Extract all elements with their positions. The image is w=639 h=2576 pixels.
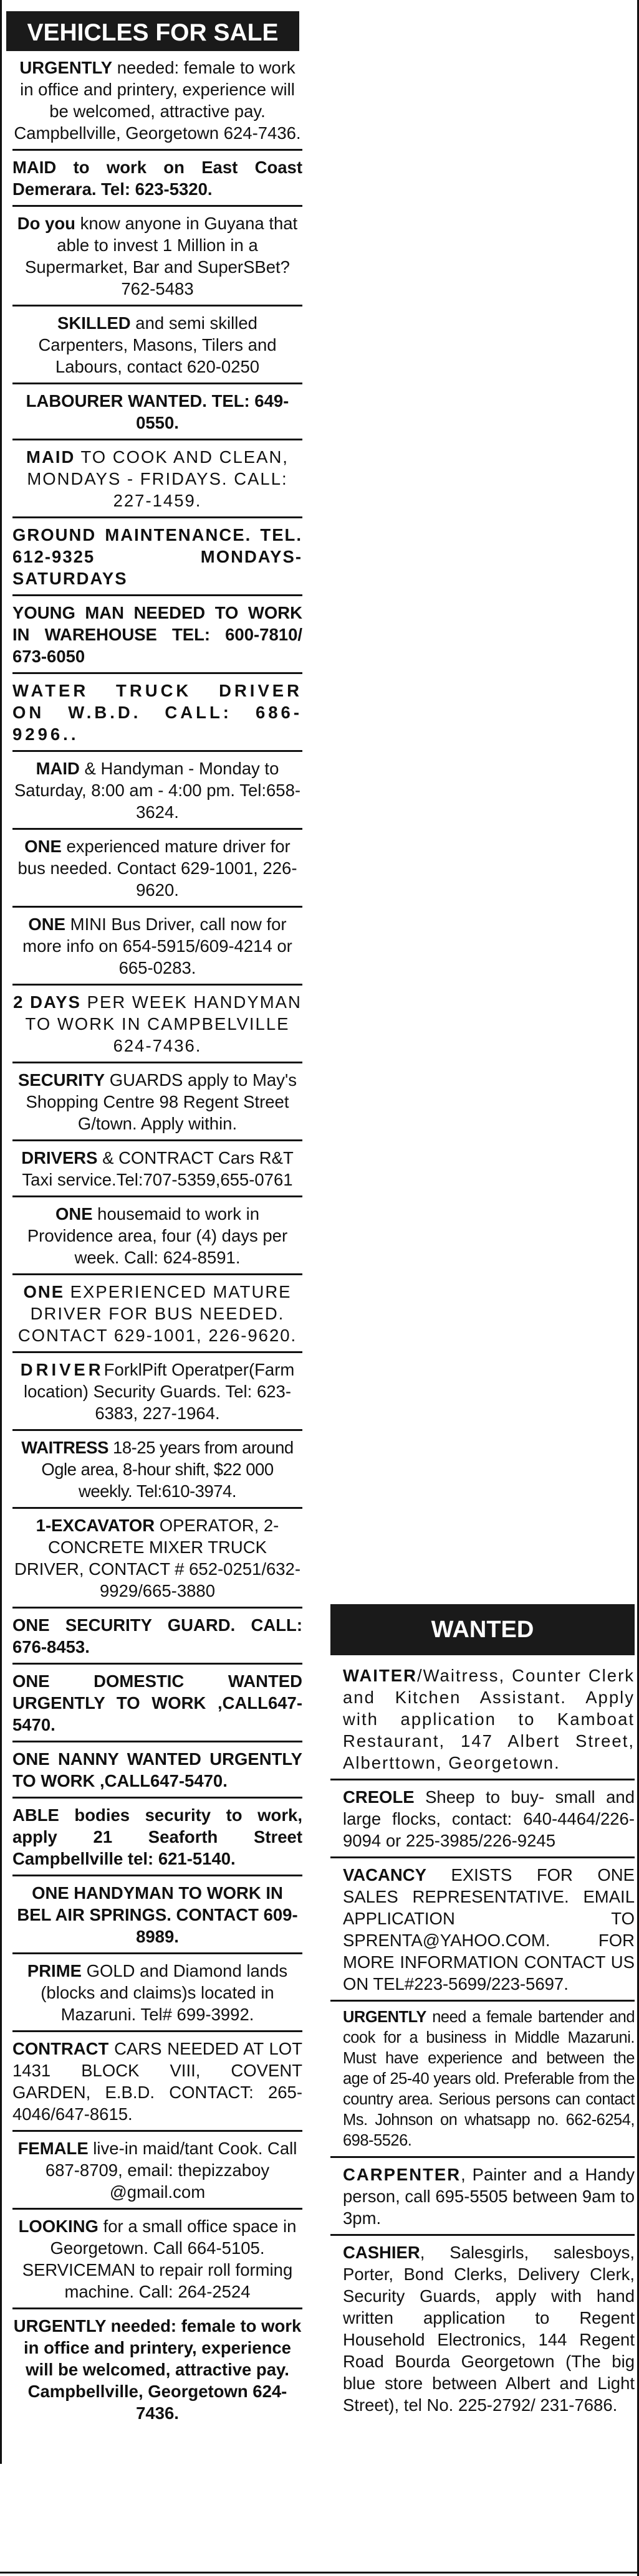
classified-ad (12, 518, 302, 596)
ad-body: MINI Bus Driver, call now for more info on 654-5915/609-4214 or 665-0283. (22, 915, 292, 977)
classified-ad (12, 1609, 302, 1665)
ad-body: Sheep to buy- small and large flocks, contact: 640-4464/226-9094 or 225-3985/226-9245 (343, 1787, 635, 1850)
ad-lead: ONE (24, 837, 62, 856)
ad-lead: MAID (26, 447, 75, 467)
ad-body: experienced mature driver for bus needed. Contact 629-1001, 226-9620. (17, 837, 297, 900)
ad-lead: LOOKING (18, 2217, 98, 2236)
classified-ad (12, 752, 302, 830)
ad-lead: LABOURER WANTED. TEL: 649-0550. (26, 391, 289, 432)
section-header-vehicles-for-sale: VEHICLES FOR SALE (6, 11, 299, 51)
ad-body: & CONTRACT Cars R&T Taxi service.Tel:707-5359,655-0761 (22, 1148, 294, 1189)
classified-ad (12, 1063, 302, 1141)
ad-lead: YOUNG MAN NEEDED TO WORK IN WAREHOUSE TEL: 600-7810/ 673-6050 (12, 603, 302, 666)
ad-lead: Do you (17, 214, 75, 233)
ad-lead: 2 DAYS (13, 992, 81, 1012)
ad-lead: URGENTLY (19, 58, 113, 77)
ad-body: and semi skilled Carpenters, Masons, Tilers and Labours, contact 620-0250 (38, 313, 277, 376)
ad-body: 18-25 years from around Ogle area, 8-hour shift, $22 000 weekly. Tel:610-3974. (41, 1438, 294, 1501)
ad-lead: FEMALE (17, 2139, 89, 2158)
ad-body: , Painter and a Handy person, call 695-5505 between 9am to 3pm. (343, 2165, 635, 2228)
ad-lead: MAID to work on East Coast Demerara. Tel: 623-5320. (12, 158, 302, 199)
classified-ad (12, 1353, 302, 1431)
classified-ad (12, 986, 302, 1063)
ad-lead: DRIVER (20, 1360, 104, 1379)
ad-body: housemaid to work in Providence area, four (4) days per week. Call: 624-8591. (27, 1204, 288, 1267)
ad-body: CARS NEEDED AT LOT 1431 BLOCK VIII, COVENT GARDEN, E.B.D. CONTACT: 265-4046/647-8615. (12, 2039, 302, 2124)
classified-ad (12, 307, 302, 384)
classified-ad (12, 1141, 302, 1197)
classified-ad (12, 830, 302, 908)
ad-lead: ONE NANNY WANTED URGENTLY TO WORK ,CALL647-5470. (12, 1749, 302, 1790)
classified-ad (330, 2158, 635, 2236)
ad-lead: CONTRACT (12, 2039, 109, 2058)
classified-ad (12, 1509, 302, 1609)
classified-ad (12, 674, 302, 752)
classified-ad (12, 2132, 302, 2210)
ad-lead: WAITER (343, 1666, 417, 1685)
classified-ad (12, 1665, 302, 1742)
ad-lead: VACANCY (343, 1865, 426, 1884)
ad-body: for a small office space in Georgetown. Call 664-5105. SERVICEMAN to repair roll forming machine. Call: 264-2524 (22, 2217, 297, 2301)
classified-ad (330, 2002, 635, 2158)
ad-lead: URGENTLY (343, 2008, 426, 2026)
ad-body: /Waitress, Counter Clerk and Kitchen Assistant. Apply with application to Kamboat Restaurant, 147 Albert Street, Alberttown, Georgetown. (343, 1666, 635, 1772)
ad-body: EXPERIENCED MATURE DRIVER FOR BUS NEEDED. CONTACT 629-1001, 226-9620. (17, 1282, 297, 1345)
page-bottom-rule (0, 2572, 639, 2574)
ad-body: TO COOK AND CLEAN, MONDAYS - FRIDAYS. CALL: 227-1459. (27, 447, 289, 510)
ad-body: need a female bartender and cook for a business in Middle Mazaruni. Must have experience and between the age of 25-40 years old. Preferable from the country area. Serious persons can contact Ms. Johnson on whatsapp no. 662-6254, 698-5526. (343, 2008, 635, 2149)
ad-lead: PRIME (27, 1961, 82, 1980)
ad-body: , Salesgirls, salesboys, Porter, Bond Clerks, Delivery Clerk, Security Guards, apply with hand written application to Regent Household Electronics, 144 Regent Road Bourda Georgetown (The big blue store between Albert and Light Street), tel No. 225-2792/ 231-7686. (343, 2243, 635, 2415)
classified-ad (12, 2032, 302, 2132)
ad-lead: DRIVERS (21, 1148, 98, 1167)
ad-body: EXISTS FOR ONE SALES REPRESENTATIVE. EMAIL APPLICATION TO SPRENTA@YAHOO.COM. FOR MORE INFORMATION CONTACT US ON TEL#223-5699/223-5697. (343, 1865, 635, 1994)
ad-body: know anyone in Guyana that able to invest 1 Million in a Supermarket, Bar and SuperSBet? 762-5483 (25, 214, 298, 298)
ad-lead: ONE DOMESTIC WANTED URGENTLY TO WORK ,CALL647-5470. (12, 1671, 302, 1734)
classified-ad (12, 51, 302, 151)
ad-body: & Handyman - Monday to Saturday, 8:00 am - 4:00 pm. Tel:658-3624. (14, 759, 301, 822)
ad-lead: ONE (55, 1204, 93, 1224)
classified-ad (330, 2236, 635, 2421)
ad-lead: CARPENTER (343, 2165, 461, 2184)
ad-lead: WATER TRUCK DRIVER ON W.B.D. CALL: 686-9296.. (12, 681, 302, 744)
classified-ad (12, 2210, 302, 2309)
classified-ad (12, 1431, 302, 1509)
classified-ad (12, 1954, 302, 2032)
classified-ad (12, 1799, 302, 1876)
ad-lead: SKILLED (57, 313, 131, 333)
ad-lead: SECURITY (18, 1070, 105, 1090)
classified-ad (330, 1659, 635, 1780)
classified-ad (12, 908, 302, 986)
classified-ad (12, 151, 302, 207)
ad-lead: ONE (23, 1282, 65, 1301)
classified-ad (12, 1197, 302, 1275)
classified-ad (12, 440, 302, 518)
classified-ad (12, 207, 302, 307)
ad-body: needed: female to work in office and printery, experience will be welcomed, attractive pay. Campbellville, Georgetown 624-7436. (14, 58, 301, 143)
ad-lead: ABLE bodies security to work, apply 21 Seaforth Street Campbellville tel: 621-5140. (12, 1805, 302, 1868)
ad-lead: 1-EXCAVATOR (36, 1516, 155, 1535)
ad-body: PER WEEK HANDYMAN TO WORK IN CAMPBELVILLE 624-7436. (25, 992, 302, 1055)
ad-lead: WAITRESS (21, 1438, 108, 1457)
ad-lead: ONE (28, 915, 66, 934)
ad-lead: MAID (36, 759, 80, 778)
classified-ad (12, 1275, 302, 1353)
classified-ad (330, 1780, 635, 1858)
classified-ad (330, 1858, 635, 2002)
ad-lead: ONE SECURITY GUARD. CALL: 676-8453. (12, 1615, 302, 1656)
classified-ad (12, 2309, 302, 2429)
ad-lead: ONE HANDYMAN TO WORK IN BEL AIR SPRINGS. CONTACT 609-8989. (17, 1883, 298, 1946)
classified-ad (12, 1876, 302, 1954)
classified-ad (12, 596, 302, 674)
classified-list-left (12, 51, 302, 2429)
ad-body: OPERATOR, 2- CONCRETE MIXER TRUCK DRIVER, CONTACT # 652-0251/632-9929/665-3880 (14, 1516, 301, 1600)
ad-lead: CREOLE (343, 1787, 415, 1807)
ad-lead: CASHIER (343, 2243, 420, 2262)
classified-list-right (330, 1604, 635, 2421)
ad-body: GUARDS apply to May's Shopping Centre 98 Regent Street G/town. Apply within. (26, 1070, 297, 1133)
column-left-border (0, 0, 2, 2464)
classified-ad (12, 384, 302, 440)
ad-lead: GROUND MAINTENANCE. TEL. 612-9325 MONDAYS-SATURDAYS (12, 525, 302, 588)
ad-body: GOLD and Diamond lands (blocks and claims)s located in Mazaruni. Tel# 699-3992. (41, 1961, 288, 2024)
section-header-wanted: WANTED (330, 1604, 635, 1655)
ad-lead: URGENTLY needed: female to work in office and printery, experience will be welcomed, attractive pay. Campbellville, Georgetown 624-7436. (13, 2316, 302, 2423)
ad-body: live-in maid/tant Cook. Call 687-8709, email: thepizzaboy @gmail.com (45, 2139, 297, 2202)
ad-body: ForklPift Operatper(Farm location) Security Guards. Tel: 623-6383, 227-1964. (23, 1360, 295, 1423)
classified-ad (12, 1742, 302, 1799)
